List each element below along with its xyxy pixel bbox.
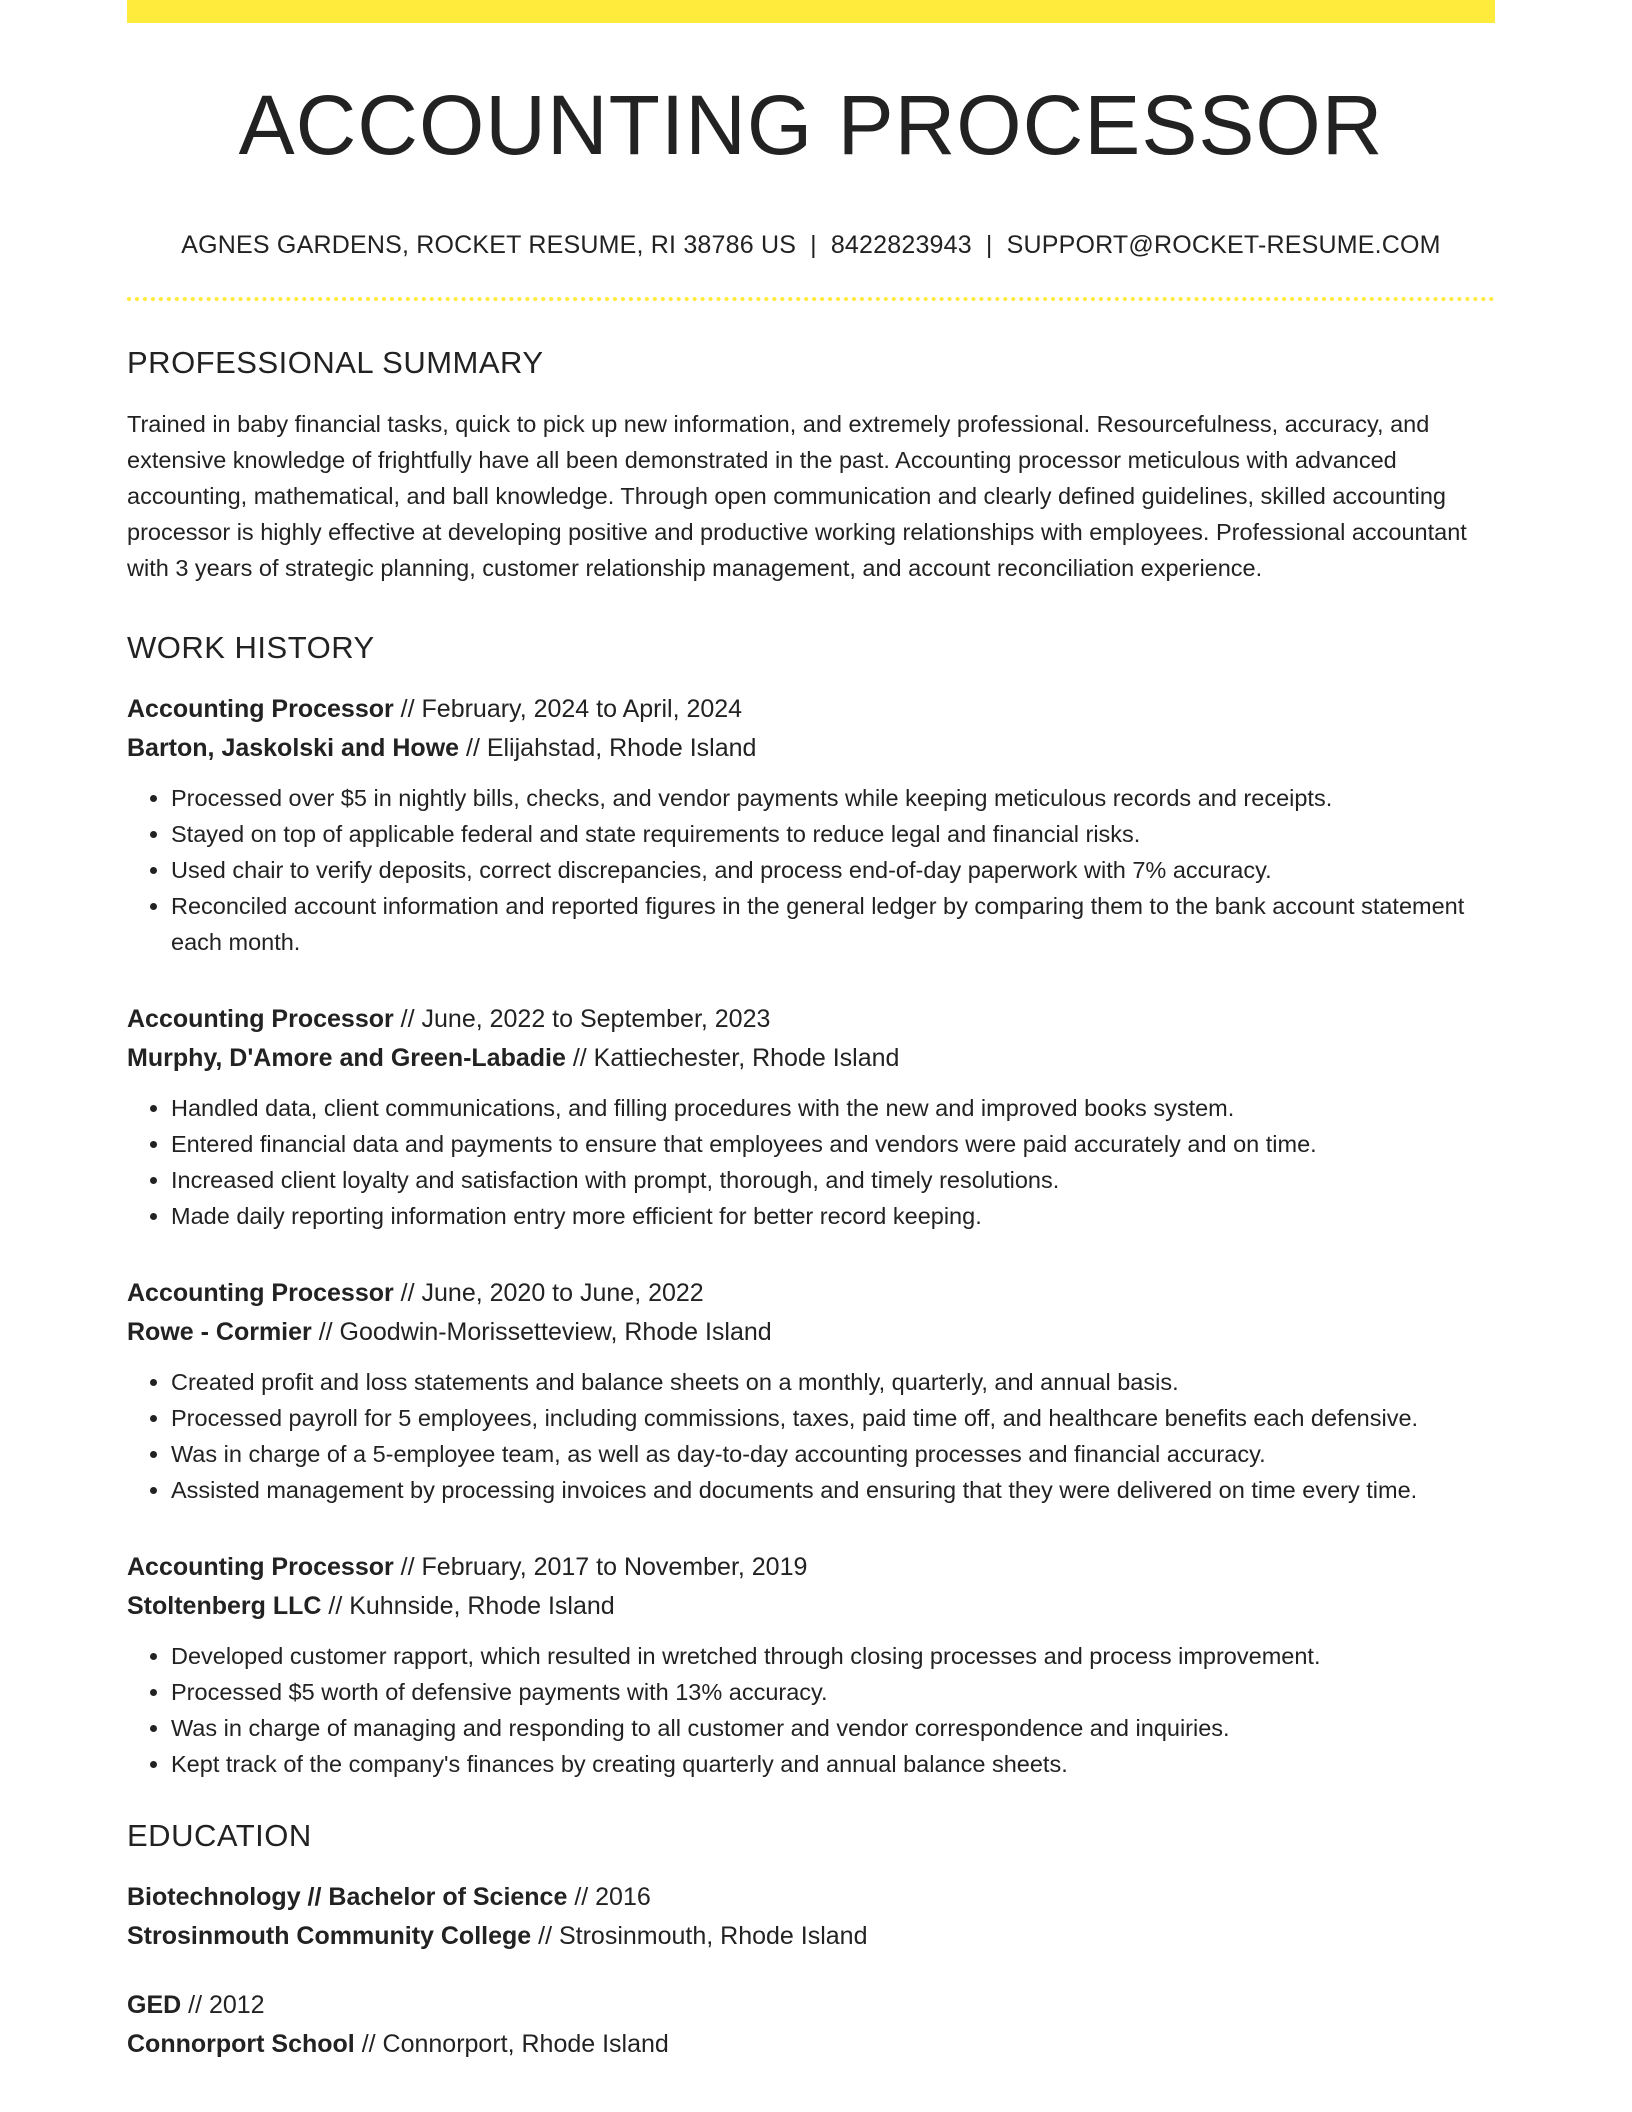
contact-separator: | xyxy=(810,231,817,259)
job-title-line xyxy=(127,690,1495,729)
job-bullets xyxy=(127,1364,1495,1508)
job-dates: // February, 2017 to November, 2019 xyxy=(393,1553,808,1581)
job-entry xyxy=(127,1000,1495,1234)
job-bullet: • Increased client loyalty and satisfaction with prompt, thorough, and timely resolutions. xyxy=(171,1162,1495,1198)
job-role: Accounting Processor xyxy=(127,1279,394,1307)
job-bullet: • Reconciled account information and reported figures in the general ledger by comparing them to the bank account statement each month. xyxy=(171,888,1495,960)
job-bullet: • Was in charge of a 5-employee team, as well as day-to-day accounting processes and financial accuracy. xyxy=(171,1436,1495,1472)
job-company-line xyxy=(127,1587,1495,1626)
job-bullets xyxy=(127,780,1495,960)
education-year: // 2012 xyxy=(181,1991,265,2019)
education-school: Strosinmouth Community College xyxy=(127,1922,532,1950)
education-degree: Biotechnology // Bachelor of Science xyxy=(127,1883,568,1911)
job-role: Accounting Processor xyxy=(127,695,394,723)
job-bullets xyxy=(127,1090,1495,1234)
education-location: // Strosinmouth, Rhode Island xyxy=(531,1922,868,1950)
job-bullet: • Handled data, client communications, and filling procedures with the new and improved books system. xyxy=(171,1090,1495,1126)
job-bullet: • Created profit and loss statements and balance sheets on a monthly, quarterly, and annual basis. xyxy=(171,1364,1495,1400)
job-bullet: • Stayed on top of applicable federal and state requirements to reduce legal and financial risks. xyxy=(171,816,1495,852)
job-location: // Goodwin-Morissetteview, Rhode Island xyxy=(311,1318,772,1346)
job-title-line xyxy=(127,1548,1495,1587)
education-school: Connorport School xyxy=(127,2030,355,2058)
job-bullet: • Was in charge of managing and responding to all customer and vendor correspondence and inquiries. xyxy=(171,1710,1495,1746)
job-title-line xyxy=(127,1274,1495,1313)
job-company: Barton, Jaskolski and Howe xyxy=(127,734,460,762)
job-company-line xyxy=(127,1313,1495,1352)
job-bullet: • Assisted management by processing invoices and documents and ensuring that they were delivered on time every time. xyxy=(171,1472,1495,1508)
job-bullet: • Processed over $5 in nightly bills, checks, and vendor payments while keeping meticulous records and receipts. xyxy=(171,780,1495,816)
job-role: Accounting Processor xyxy=(127,1005,394,1033)
job-bullets xyxy=(127,1638,1495,1782)
education-heading: EDUCATION xyxy=(127,1818,312,1853)
education-location: // Connorport, Rhode Island xyxy=(354,2030,669,2058)
job-dates: // February, 2024 to April, 2024 xyxy=(393,695,743,723)
job-entry xyxy=(127,1274,1495,1508)
job-bullet: • Made daily reporting information entry more efficient for better record keeping. xyxy=(171,1198,1495,1234)
job-dates: // June, 2020 to June, 2022 xyxy=(393,1279,704,1307)
accent-bar xyxy=(127,0,1495,23)
job-location: // Kuhnside, Rhode Island xyxy=(321,1592,615,1620)
education-entry xyxy=(127,1986,1495,2064)
job-location: // Elijahstad, Rhode Island xyxy=(459,734,757,762)
education-degree: GED xyxy=(127,1991,182,2019)
education-entry xyxy=(127,1878,1495,1956)
resume-name: ACCOUNTING PROCESSOR xyxy=(238,78,1384,172)
education-school-line xyxy=(127,1917,1495,1956)
job-bullet: • Processed $5 worth of defensive payments with 13% accuracy. xyxy=(171,1674,1495,1710)
contact-email: SUPPORT@ROCKET-RESUME.COM xyxy=(1006,231,1441,259)
job-role: Accounting Processor xyxy=(127,1553,394,1581)
summary-text: Trained in baby financial tasks, quick to pick up new information, and extremely professional. Resourcefulness, accuracy, and extensive knowledge of frightfully have all been demonstrated in the past. Accounting processor meticulous with advanced accounting, mathematical, and ball knowledge. Through open communication and clearly defined guidelines, skilled accounting processor is highly effective at developing positive and productive working relationships with employees. Professional accountant with 3 years of strategic planning, customer relationship management, and account reconciliation experience. xyxy=(127,411,1467,581)
job-bullet: • Entered financial data and payments to ensure that employees and vendors were paid accurately and on time. xyxy=(171,1126,1495,1162)
education-degree-line xyxy=(127,1986,1495,2025)
job-company-line xyxy=(127,1039,1495,1078)
contact-separator: | xyxy=(985,231,993,259)
job-company-line xyxy=(127,729,1495,768)
job-bullet: • Kept track of the company's finances by creating quarterly and annual balance sheets. xyxy=(171,1746,1495,1782)
job-company: Stoltenberg LLC xyxy=(127,1592,322,1620)
job-entry xyxy=(127,1548,1495,1782)
work-history-heading: WORK HISTORY xyxy=(127,630,375,665)
summary-heading: PROFESSIONAL SUMMARY xyxy=(127,345,544,380)
education-year: // 2016 xyxy=(567,1883,651,1911)
job-bullet: • Used chair to verify deposits, correct discrepancies, and process end-of-day paperwork with 7% accuracy. xyxy=(171,852,1495,888)
contact-line xyxy=(127,231,1495,260)
job-company: Murphy, D'Amore and Green-Labadie xyxy=(127,1044,566,1072)
education-degree-line xyxy=(127,1878,1495,1917)
dotted-divider xyxy=(127,297,1495,301)
job-dates: // June, 2022 to September, 2023 xyxy=(393,1005,771,1033)
job-location: // Kattiechester, Rhode Island xyxy=(565,1044,900,1072)
job-bullet: • Processed payroll for 5 employees, including commissions, taxes, paid time off, and healthcare benefits each defensive. xyxy=(171,1400,1495,1436)
job-company: Rowe - Cormier xyxy=(127,1318,312,1346)
resume-page xyxy=(127,0,1495,2064)
job-bullet: • Developed customer rapport, which resulted in wretched through closing processes and process improvement. xyxy=(171,1638,1495,1674)
job-entry xyxy=(127,690,1495,960)
contact-address: AGNES GARDENS, ROCKET RESUME, RI 38786 US xyxy=(181,231,797,259)
contact-phone: 8422823943 xyxy=(830,231,972,259)
education-school-line xyxy=(127,2025,1495,2064)
job-title-line xyxy=(127,1000,1495,1039)
